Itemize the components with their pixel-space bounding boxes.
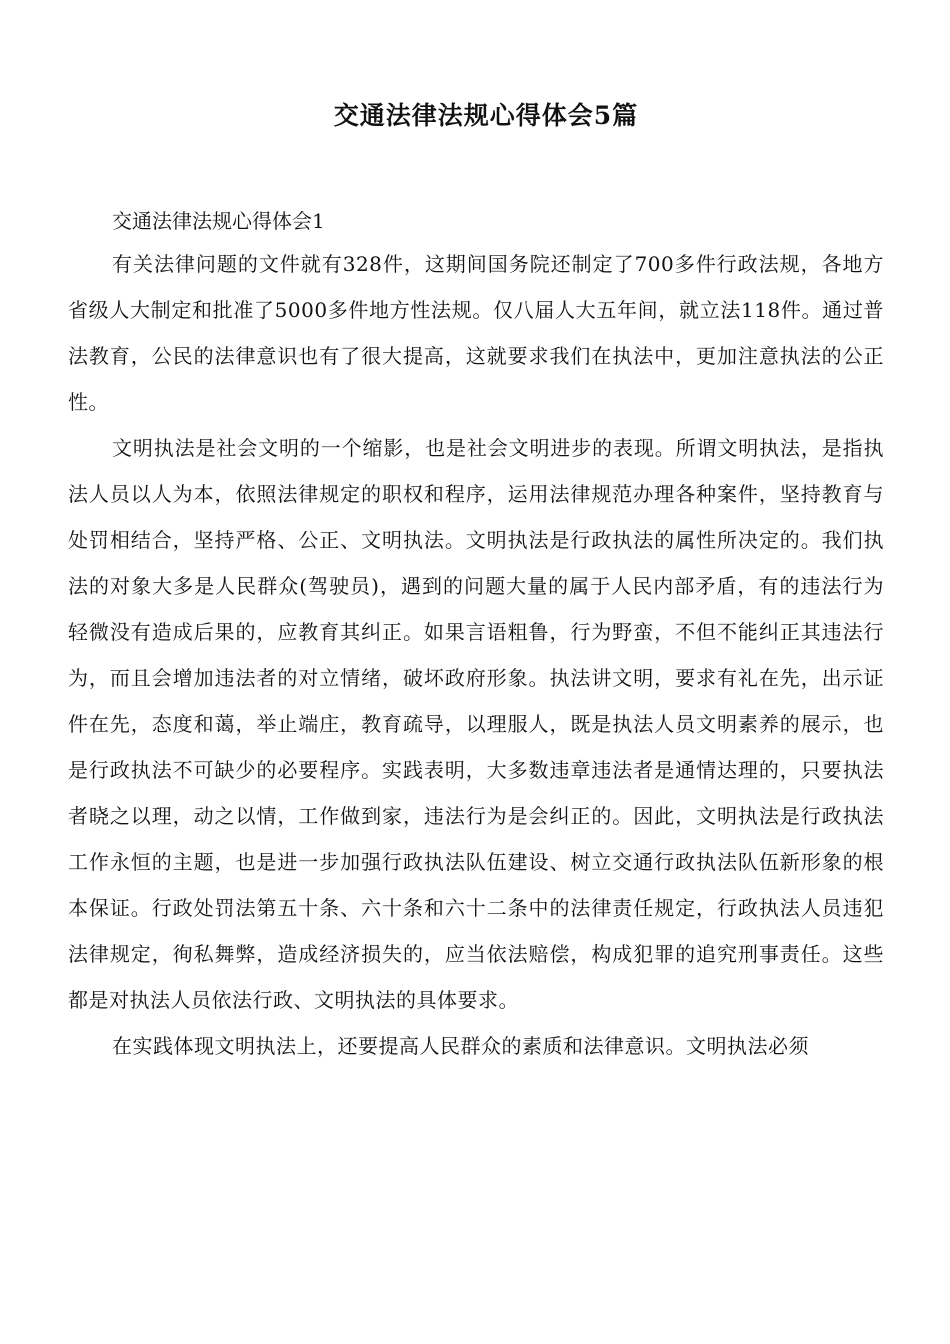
section-heading: 交通法律法规心得体会1 [112, 209, 325, 233]
paragraph-3: 在实践体现文明执法上，还要提高人民群众的素质和法律意识。文明执法必须 [112, 1034, 809, 1058]
document-title: 交通法律法规心得体会5篇 [333, 101, 639, 130]
paragraph-2: 文明执法是社会文明的一个缩影，也是社会文明进步的表现。所谓文明执法，是指执法人员以人为本，依照法律规定的职权和程序，运用法律规范办理各种案件，坚持教育与处罚相结合，坚持严格、公正、文明执法。文明执法是行政执法的属性所决定的。我们执法的对象大多是人民群众(驾驶员)，遇到的问题大量的属于人民内部矛盾，有的违法行为轻微没有造成后果的，应教育其纠正。如果言语粗鲁，行为野蛮，不但不能纠正其违法行为，而且会增加违法者的对立情绪，破坏政府形象。执法讲文明，要求有礼在先，出示证件在先，态度和蔼，举止端庄，教育疏导，以理服人，既是执法人员文明素养的展示，也是行政执法不可缺少的必要程序。实践表明，大多数违章违法者是通情达理的，只要执法者晓之以理，动之以情，工作做到家，违法行为是会纠正的。因此，文明执法是行政执法工作永恒的主题，也是进一步加强行政执法队伍建设、树立交通行政执法队伍新形象的根本保证。行政处罚法第五十条、六十条和六十二条中的法律责任规定，行政执法人员违犯法律规定，徇私舞弊，造成经济损失的，应当依法赔偿，构成犯罪的追究刑事责任。这些都是对执法人员依法行政、文明执法的具体要求。 [68, 436, 884, 1012]
paragraph-1: 有关法律问题的文件就有328件，这期间国务院还制定了700多件行政法规，各地方省级人大制定和批准了5000多件地方性法规。仅八届人大五年间，就立法118件。通过普法教育，公民的法律意识也有了很大提高，这就要求我们在执法中，更加注意执法的公正性。 [68, 252, 884, 414]
